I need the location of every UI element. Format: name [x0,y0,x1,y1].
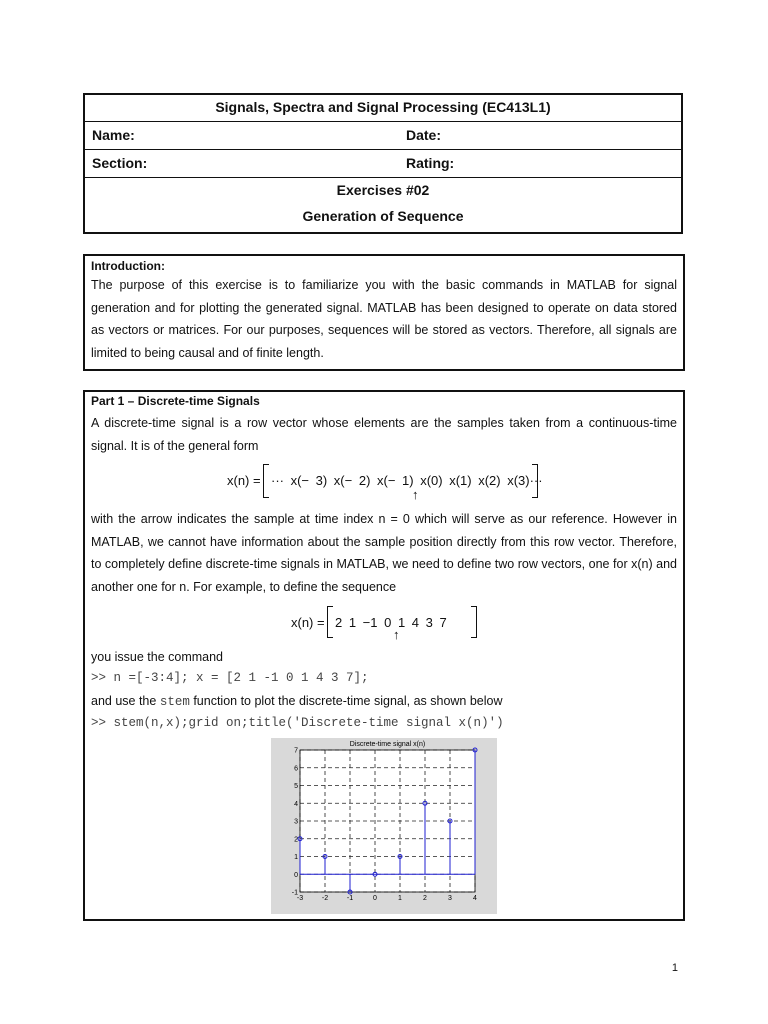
page-number: 1 [671,962,678,974]
exercise-row [85,178,681,232]
eq1-right-bracket [532,464,538,498]
intro-text: The purpose of this exercise is to familiarize you with the basic commands in MATLAB for signal generation and for plotting the generated signal. MATLAB has been designed to operate on data stored as vectors or matrices. For our purposes, sequences will be stored as vectors. Therefore, all signals are limited to being causal and of finite length. [91,278,677,360]
y-tick-label: 0 [294,871,298,879]
eq2-right-bracket [471,606,477,638]
y-tick-label: 3 [294,818,298,826]
x-tick-label: 4 [473,895,477,902]
x-tick-label: 2 [423,895,427,902]
part1-heading: Part 1 – Discrete-time Signals [91,394,260,408]
stem-pre: and use the [91,694,157,708]
y-tick-label: 4 [294,800,298,808]
y-tick-label: 1 [294,854,298,861]
eq1-left-bracket [263,464,269,498]
x-tick-label: 1 [398,895,402,902]
introduction-box [83,254,685,371]
date-label: Date: [406,127,442,143]
part1-paragraph-2: with the arrow indicates the sample at time index n = 0 which will serve as our reference. However in MATLAB, we cannot have information about the sample position directly from this row vector. Therefore, to completely define discrete-time signals in MATLAB, we need to define two row vectors, one for x(n) and another one for n. For example, to define the sequence [91,512,677,594]
command-1: >> n =[-3:4]; x = [2 1 -1 0 1 4 3 7]; [91,671,369,685]
stem-word: stem [159,695,190,709]
eq2-lhs: x(n) = [291,615,325,630]
part1-paragraph-1: A discrete-time signal is a row vector whose elements are the samples taken from a continuous-time signal. It is of the general form [91,416,677,453]
y-tick-label: -1 [291,889,298,897]
command-intro: you issue the command [91,650,224,664]
header-table [83,93,683,234]
y-tick-label: 6 [294,765,298,773]
x-tick-label: -3 [296,895,304,902]
equation-general-form [227,462,547,502]
stem-sentence [91,692,503,711]
stem-post: function to plot the discrete-time signal, as shown below [189,694,503,708]
eq1-body: ··· x(− 3) x(− 2) x(− 1) x(0) x(1) x(2) x(3)··· [271,473,543,488]
eq2-body: 2 1 −1 0 1 4 3 7 [335,615,447,630]
x-tick-label: 3 [448,895,452,902]
rating-label: Rating: [406,155,455,171]
eq2-arrow-icon: ↑ [393,627,400,642]
course-title: Signals, Spectra and Signal Processing (EC413L1) [85,95,681,122]
x-tick-label: -1 [346,895,354,902]
name-date-row [85,122,681,150]
name-label: Name: [92,127,135,143]
equation-example-sequence [291,604,491,644]
y-tick-label: 2 [294,836,298,844]
x-tick-label: 0 [373,895,377,902]
stem-plot-figure [271,738,497,914]
eq2-left-bracket [327,606,333,638]
y-tick-label: 5 [294,783,298,790]
command-2: >> stem(n,x);grid on;title('Discrete-time signal x(n)') [91,716,504,730]
eq1-arrow-icon: ↑ [412,487,419,502]
chart-title: Discrete-time signal x(n) [349,741,426,748]
y-tick-label: 7 [294,747,298,755]
exercise-subtitle: Generation of Sequence [302,208,464,224]
x-tick-label: -2 [321,895,329,902]
stem-plot [271,738,497,914]
eq1-lhs: x(n) = [227,473,261,488]
exercise-number: Exercises #02 [336,182,430,198]
section-label: Section: [92,155,148,171]
section-rating-row [85,150,681,178]
intro-heading: Introduction: [91,259,165,273]
